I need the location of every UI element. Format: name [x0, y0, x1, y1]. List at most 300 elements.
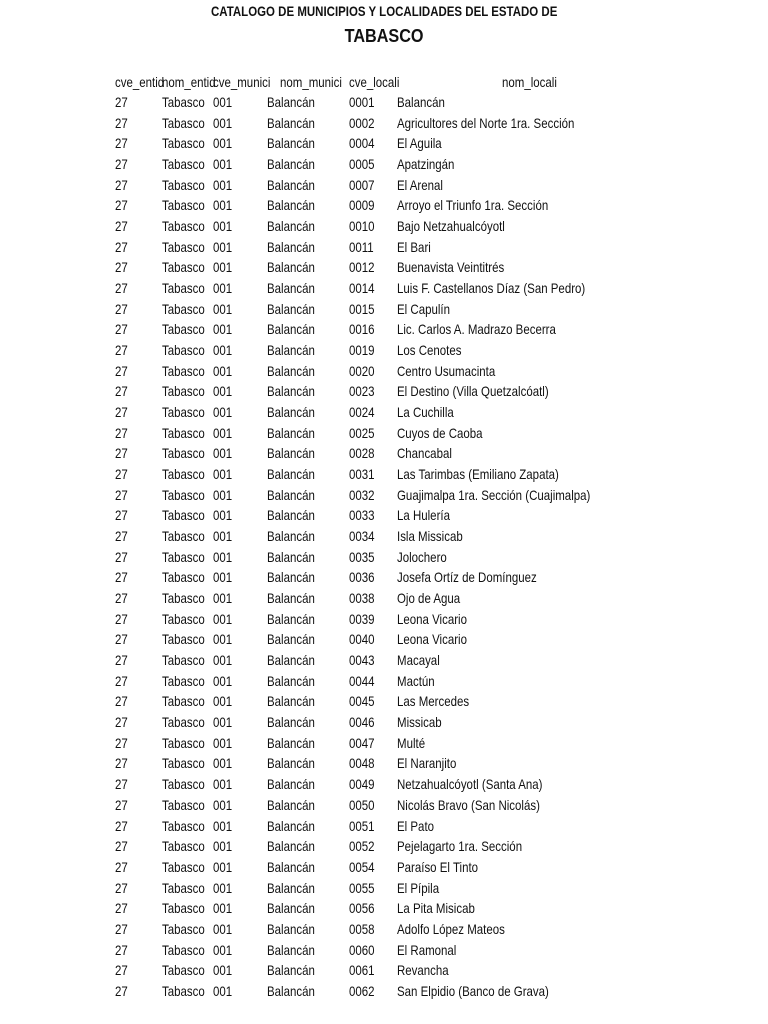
cell-cve-locali: 0046: [349, 714, 375, 731]
cell-cve-entid: 27: [115, 631, 128, 648]
cell-cve-locali: 0043: [349, 652, 375, 669]
cell-nom-munici: Balancán: [267, 982, 315, 999]
cell-cve-munici: 001: [213, 300, 233, 317]
cell-cve-munici: 001: [213, 156, 233, 172]
cell-cve-entid: 27: [115, 238, 128, 255]
table-row: [0, 92, 768, 112]
cell-nom-locali: El Pípila: [397, 879, 440, 896]
cell-cve-locali: 0035: [349, 548, 375, 565]
cell-nom-entid: Tabasco: [162, 218, 205, 234]
cell-nom-locali: Paraíso El Tinto: [397, 858, 479, 875]
table-row: [0, 423, 768, 443]
cell-nom-locali: Isla Missicab: [397, 528, 463, 545]
cell-cve-munici: 001: [213, 383, 233, 400]
cell-cve-entid: 27: [115, 652, 128, 669]
cell-nom-munici: Balancán: [267, 817, 315, 834]
cell-nom-locali: Leona Vicario: [397, 631, 468, 648]
cell-nom-entid: Tabasco: [162, 342, 205, 358]
cell-nom-locali: Las Mercedes: [397, 693, 470, 710]
cell-cve-entid: 27: [115, 714, 128, 731]
cell-cve-locali: 0055: [349, 879, 375, 896]
cell-cve-entid: 27: [115, 94, 128, 110]
cell-cve-entid: 27: [115, 466, 128, 483]
cell-cve-locali: 0045: [349, 693, 375, 710]
cell-cve-locali: 0052: [349, 838, 375, 855]
cell-nom-munici: Balancán: [267, 714, 315, 731]
cell-nom-locali: Revancha: [397, 962, 449, 979]
cell-nom-entid: Tabasco: [162, 838, 205, 855]
cell-cve-entid: 27: [115, 755, 128, 772]
cell-cve-locali: 0004: [349, 135, 375, 152]
table-row: [0, 650, 768, 670]
cell-cve-munici: 001: [213, 693, 233, 710]
table-row: [0, 402, 768, 422]
cell-nom-entid: Tabasco: [162, 734, 205, 751]
cell-nom-entid: Tabasco: [162, 631, 205, 648]
cell-nom-entid: Tabasco: [162, 817, 205, 834]
cell-cve-munici: 001: [213, 900, 233, 917]
cell-nom-munici: Balancán: [267, 94, 315, 110]
cell-nom-entid: Tabasco: [162, 982, 205, 999]
cell-nom-munici: Balancán: [267, 280, 315, 296]
cell-cve-entid: 27: [115, 610, 128, 627]
cell-cve-locali: 0047: [349, 734, 375, 751]
cell-cve-munici: 001: [213, 176, 233, 193]
cell-nom-locali: Buenavista Veintitrés: [397, 259, 505, 276]
cell-cve-locali: 0002: [349, 114, 375, 131]
table-row: [0, 547, 768, 567]
cell-nom-locali: Leona Vicario: [397, 610, 468, 627]
cell-cve-entid: 27: [115, 693, 128, 710]
cell-cve-entid: 27: [115, 982, 128, 999]
cell-cve-entid: 27: [115, 879, 128, 896]
table-row: [0, 361, 768, 381]
cell-cve-munici: 001: [213, 569, 233, 586]
cell-nom-munici: Balancán: [267, 858, 315, 875]
cell-cve-entid: 27: [115, 817, 128, 834]
cell-nom-locali: Chancabal: [397, 445, 452, 462]
cell-nom-munici: Balancán: [267, 445, 315, 462]
cell-nom-locali: Agricultores del Norte 1ra. Sección: [397, 114, 575, 131]
cell-nom-entid: Tabasco: [162, 94, 205, 110]
cell-cve-munici: 001: [213, 445, 233, 462]
cell-nom-locali: El Pato: [397, 817, 435, 834]
cell-nom-munici: Balancán: [267, 941, 315, 958]
cell-nom-munici: Balancán: [267, 755, 315, 772]
cell-nom-locali: Los Cenotes: [397, 342, 462, 358]
cell-cve-entid: 27: [115, 486, 128, 503]
cell-nom-locali: El Naranjito: [397, 755, 457, 772]
cell-cve-locali: 0036: [349, 569, 375, 586]
table-row: [0, 319, 768, 339]
cell-cve-munici: 001: [213, 652, 233, 669]
cell-nom-munici: Balancán: [267, 383, 315, 400]
cell-cve-munici: 001: [213, 218, 233, 234]
cell-cve-entid: 27: [115, 920, 128, 937]
cell-cve-locali: 0005: [349, 156, 375, 172]
table-row: [0, 505, 768, 525]
cell-nom-entid: Tabasco: [162, 362, 205, 379]
cell-cve-munici: 001: [213, 238, 233, 255]
table-row: [0, 216, 768, 236]
cell-cve-munici: 001: [213, 817, 233, 834]
cell-nom-locali: Cuyos de Caoba: [397, 424, 483, 441]
cell-nom-locali: San Elpidio (Banco de Grava): [397, 982, 549, 999]
table-row: [0, 257, 768, 277]
cell-nom-entid: Tabasco: [162, 280, 205, 296]
cell-nom-locali: El Aguila: [397, 135, 442, 152]
cell-cve-munici: 001: [213, 590, 233, 607]
cell-cve-munici: 001: [213, 858, 233, 875]
cell-cve-munici: 001: [213, 114, 233, 131]
cell-cve-entid: 27: [115, 507, 128, 524]
cell-nom-munici: Balancán: [267, 734, 315, 751]
cell-cve-entid: 27: [115, 176, 128, 193]
cell-cve-locali: 0007: [349, 176, 375, 193]
table-row: [0, 919, 768, 939]
cell-cve-entid: 27: [115, 259, 128, 276]
cell-nom-entid: Tabasco: [162, 176, 205, 193]
cell-nom-locali: Josefa Ortíz de Domínguez: [397, 569, 537, 586]
table-row: [0, 753, 768, 773]
cell-cve-entid: 27: [115, 362, 128, 379]
cell-nom-munici: Balancán: [267, 300, 315, 317]
table-row: [0, 175, 768, 195]
cell-nom-munici: Balancán: [267, 114, 315, 131]
cell-cve-munici: 001: [213, 321, 233, 338]
cell-nom-munici: Balancán: [267, 962, 315, 979]
cell-nom-munici: Balancán: [267, 776, 315, 793]
cell-cve-locali: 0032: [349, 486, 375, 503]
cell-nom-entid: Tabasco: [162, 404, 205, 421]
cell-nom-entid: Tabasco: [162, 569, 205, 586]
column-header-nom-entid: nom_entid: [162, 74, 216, 90]
cell-nom-entid: Tabasco: [162, 652, 205, 669]
cell-nom-entid: Tabasco: [162, 941, 205, 958]
cell-nom-locali: Centro Usumacinta: [397, 362, 496, 379]
cell-nom-munici: Balancán: [267, 197, 315, 214]
table-row: [0, 857, 768, 877]
cell-cve-locali: 0031: [349, 466, 375, 483]
cell-nom-locali: Multé: [397, 734, 426, 751]
cell-cve-locali: 0009: [349, 197, 375, 214]
cell-cve-munici: 001: [213, 838, 233, 855]
cell-cve-locali: 0028: [349, 445, 375, 462]
cell-cve-locali: 0038: [349, 590, 375, 607]
cell-nom-locali: Nicolás Bravo (San Nicolás): [397, 796, 540, 813]
cell-cve-entid: 27: [115, 218, 128, 234]
cell-nom-munici: Balancán: [267, 507, 315, 524]
cell-nom-entid: Tabasco: [162, 714, 205, 731]
cell-cve-entid: 27: [115, 197, 128, 214]
table-row: [0, 609, 768, 629]
table-row: [0, 588, 768, 608]
cell-nom-entid: Tabasco: [162, 507, 205, 524]
cell-cve-locali: 0025: [349, 424, 375, 441]
cell-nom-munici: Balancán: [267, 920, 315, 937]
cell-cve-locali: 0033: [349, 507, 375, 524]
cell-cve-entid: 27: [115, 734, 128, 751]
cell-nom-munici: Balancán: [267, 610, 315, 627]
table-header-row: [0, 72, 768, 92]
cell-nom-munici: Balancán: [267, 218, 315, 234]
cell-cve-locali: 0039: [349, 610, 375, 627]
cell-nom-entid: Tabasco: [162, 548, 205, 565]
cell-nom-locali: Ojo de Agua: [397, 590, 461, 607]
cell-cve-locali: 0049: [349, 776, 375, 793]
table-row: [0, 340, 768, 360]
cell-cve-munici: 001: [213, 734, 233, 751]
cell-cve-locali: 0016: [349, 321, 375, 338]
cell-cve-munici: 001: [213, 796, 233, 813]
cell-cve-munici: 001: [213, 94, 233, 110]
cell-nom-locali: Las Tarimbas (Emiliano Zapata): [397, 466, 559, 483]
cell-cve-locali: 0010: [349, 218, 375, 234]
cell-cve-munici: 001: [213, 776, 233, 793]
cell-cve-entid: 27: [115, 548, 128, 565]
cell-nom-entid: Tabasco: [162, 445, 205, 462]
cell-nom-entid: Tabasco: [162, 238, 205, 255]
cell-nom-munici: Balancán: [267, 486, 315, 503]
table-row: [0, 733, 768, 753]
cell-cve-munici: 001: [213, 259, 233, 276]
cell-nom-munici: Balancán: [267, 466, 315, 483]
cell-nom-entid: Tabasco: [162, 610, 205, 627]
cell-cve-munici: 001: [213, 197, 233, 214]
cell-cve-munici: 001: [213, 920, 233, 937]
cell-nom-locali: Missicab: [397, 714, 442, 731]
cell-nom-munici: Balancán: [267, 259, 315, 276]
cell-nom-munici: Balancán: [267, 362, 315, 379]
cell-nom-munici: Balancán: [267, 693, 315, 710]
cell-nom-munici: Balancán: [267, 838, 315, 855]
cell-cve-munici: 001: [213, 404, 233, 421]
cell-nom-munici: Balancán: [267, 156, 315, 172]
table-row: [0, 691, 768, 711]
table-row: [0, 526, 768, 546]
cell-cve-locali: 0020: [349, 362, 375, 379]
cell-nom-locali: Lic. Carlos A. Madrazo Becerra: [397, 321, 556, 338]
table-row: [0, 195, 768, 215]
cell-nom-entid: Tabasco: [162, 300, 205, 317]
cell-nom-munici: Balancán: [267, 900, 315, 917]
table-row: [0, 567, 768, 587]
cell-cve-munici: 001: [213, 507, 233, 524]
cell-nom-locali: Guajimalpa 1ra. Sección (Cuajimalpa): [397, 486, 591, 503]
table-row: [0, 629, 768, 649]
cell-cve-munici: 001: [213, 755, 233, 772]
cell-cve-locali: 0051: [349, 817, 375, 834]
column-header-nom-munici: nom_munici: [280, 74, 342, 90]
cell-nom-munici: Balancán: [267, 652, 315, 669]
cell-nom-locali: El Destino (Villa Quetzalcóatl): [397, 383, 549, 400]
cell-cve-munici: 001: [213, 982, 233, 999]
cell-cve-entid: 27: [115, 900, 128, 917]
cell-cve-locali: 0001: [349, 94, 375, 110]
cell-cve-munici: 001: [213, 610, 233, 627]
cell-cve-entid: 27: [115, 590, 128, 607]
cell-nom-entid: Tabasco: [162, 900, 205, 917]
cell-cve-locali: 0050: [349, 796, 375, 813]
cell-cve-entid: 27: [115, 962, 128, 979]
table-row: [0, 237, 768, 257]
table-row: [0, 940, 768, 960]
cell-nom-entid: Tabasco: [162, 755, 205, 772]
cell-nom-munici: Balancán: [267, 404, 315, 421]
cell-nom-locali: Bajo Netzahualcóyotl: [397, 218, 505, 234]
cell-cve-entid: 27: [115, 321, 128, 338]
cell-nom-munici: Balancán: [267, 321, 315, 338]
cell-nom-entid: Tabasco: [162, 858, 205, 875]
cell-nom-munici: Balancán: [267, 528, 315, 545]
cell-cve-locali: 0034: [349, 528, 375, 545]
cell-cve-entid: 27: [115, 280, 128, 296]
cell-nom-entid: Tabasco: [162, 776, 205, 793]
cell-nom-munici: Balancán: [267, 879, 315, 896]
cell-nom-locali: El Ramonal: [397, 941, 457, 958]
cell-nom-munici: Balancán: [267, 548, 315, 565]
cell-cve-locali: 0014: [349, 280, 375, 296]
cell-cve-locali: 0012: [349, 259, 375, 276]
cell-nom-entid: Tabasco: [162, 920, 205, 937]
cell-nom-entid: Tabasco: [162, 259, 205, 276]
cell-nom-entid: Tabasco: [162, 383, 205, 400]
cell-cve-entid: 27: [115, 156, 128, 172]
cell-nom-entid: Tabasco: [162, 321, 205, 338]
cell-nom-entid: Tabasco: [162, 424, 205, 441]
cell-nom-entid: Tabasco: [162, 796, 205, 813]
cell-nom-locali: La Hulería: [397, 507, 450, 524]
cell-cve-entid: 27: [115, 941, 128, 958]
cell-cve-locali: 0061: [349, 962, 375, 979]
cell-cve-locali: 0054: [349, 858, 375, 875]
cell-nom-locali: Macayal: [397, 652, 440, 669]
cell-nom-munici: Balancán: [267, 796, 315, 813]
cell-cve-locali: 0015: [349, 300, 375, 317]
table-row: [0, 278, 768, 298]
cell-cve-entid: 27: [115, 445, 128, 462]
table-row: [0, 299, 768, 319]
table-row: [0, 443, 768, 463]
cell-nom-entid: Tabasco: [162, 693, 205, 710]
table-row: [0, 795, 768, 815]
document-title: CATALOGO DE MUNICIPIOS Y LOCALIDADES DEL ESTADO DE: [211, 3, 558, 19]
table-row: [0, 960, 768, 980]
cell-nom-munici: Balancán: [267, 631, 315, 648]
cell-nom-munici: Balancán: [267, 590, 315, 607]
cell-cve-entid: 27: [115, 672, 128, 689]
table-row: [0, 816, 768, 836]
cell-cve-munici: 001: [213, 486, 233, 503]
cell-cve-munici: 001: [213, 135, 233, 152]
cell-nom-locali: Apatzingán: [397, 156, 455, 172]
cell-nom-locali: El Bari: [397, 238, 431, 255]
table-row: [0, 712, 768, 732]
cell-cve-munici: 001: [213, 362, 233, 379]
cell-cve-munici: 001: [213, 714, 233, 731]
cell-cve-locali: 0058: [349, 920, 375, 937]
cell-nom-munici: Balancán: [267, 238, 315, 255]
cell-cve-munici: 001: [213, 528, 233, 545]
cell-nom-munici: Balancán: [267, 569, 315, 586]
cell-nom-locali: La Cuchilla: [397, 404, 454, 421]
cell-cve-locali: 0048: [349, 755, 375, 772]
cell-cve-entid: 27: [115, 424, 128, 441]
cell-nom-locali: El Capulín: [397, 300, 450, 317]
cell-nom-entid: Tabasco: [162, 466, 205, 483]
cell-nom-munici: Balancán: [267, 135, 315, 152]
table-row: [0, 878, 768, 898]
cell-cve-munici: 001: [213, 962, 233, 979]
cell-cve-locali: 0044: [349, 672, 375, 689]
document-subtitle: TABASCO: [344, 26, 424, 46]
cell-cve-munici: 001: [213, 672, 233, 689]
table-row: [0, 671, 768, 691]
cell-cve-entid: 27: [115, 776, 128, 793]
cell-cve-munici: 001: [213, 342, 233, 358]
cell-nom-locali: Arroyo el Triunfo 1ra. Sección: [397, 197, 549, 214]
cell-cve-locali: 0040: [349, 631, 375, 648]
cell-cve-locali: 0062: [349, 982, 375, 999]
column-header-cve-entid: cve_entid: [115, 74, 165, 90]
cell-cve-entid: 27: [115, 404, 128, 421]
cell-cve-entid: 27: [115, 796, 128, 813]
cell-cve-locali: 0024: [349, 404, 375, 421]
cell-cve-entid: 27: [115, 569, 128, 586]
cell-nom-munici: Balancán: [267, 424, 315, 441]
cell-nom-entid: Tabasco: [162, 590, 205, 607]
cell-cve-munici: 001: [213, 631, 233, 648]
cell-cve-entid: 27: [115, 383, 128, 400]
cell-nom-entid: Tabasco: [162, 879, 205, 896]
cell-nom-munici: Balancán: [267, 672, 315, 689]
cell-nom-locali: El Arenal: [397, 176, 443, 193]
column-header-cve-munici: cve_munici: [213, 74, 271, 90]
cell-nom-entid: Tabasco: [162, 672, 205, 689]
cell-nom-entid: Tabasco: [162, 156, 205, 172]
table-row: [0, 113, 768, 133]
cell-nom-locali: Balancán: [397, 94, 445, 110]
cell-cve-entid: 27: [115, 858, 128, 875]
cell-cve-locali: 0056: [349, 900, 375, 917]
cell-cve-locali: 0023: [349, 383, 375, 400]
cell-nom-locali: La Pita Misicab: [397, 900, 475, 917]
cell-cve-munici: 001: [213, 879, 233, 896]
table-row: [0, 981, 768, 1001]
cell-nom-entid: Tabasco: [162, 528, 205, 545]
cell-cve-munici: 001: [213, 941, 233, 958]
cell-cve-entid: 27: [115, 135, 128, 152]
cell-cve-entid: 27: [115, 114, 128, 131]
table-row: [0, 898, 768, 918]
cell-cve-entid: 27: [115, 528, 128, 545]
table-row: [0, 381, 768, 401]
cell-nom-entid: Tabasco: [162, 197, 205, 214]
cell-cve-entid: 27: [115, 300, 128, 317]
cell-nom-entid: Tabasco: [162, 962, 205, 979]
cell-nom-locali: Netzahualcóyotl (Santa Ana): [397, 776, 543, 793]
cell-nom-munici: Balancán: [267, 342, 315, 358]
table-row: [0, 133, 768, 153]
cell-cve-locali: 0011: [349, 238, 374, 255]
cell-nom-locali: Mactún: [397, 672, 435, 689]
table-row: [0, 836, 768, 856]
table-row: [0, 774, 768, 794]
cell-cve-entid: 27: [115, 838, 128, 855]
cell-cve-locali: 0060: [349, 941, 375, 958]
cell-cve-munici: 001: [213, 466, 233, 483]
table-row: [0, 485, 768, 505]
